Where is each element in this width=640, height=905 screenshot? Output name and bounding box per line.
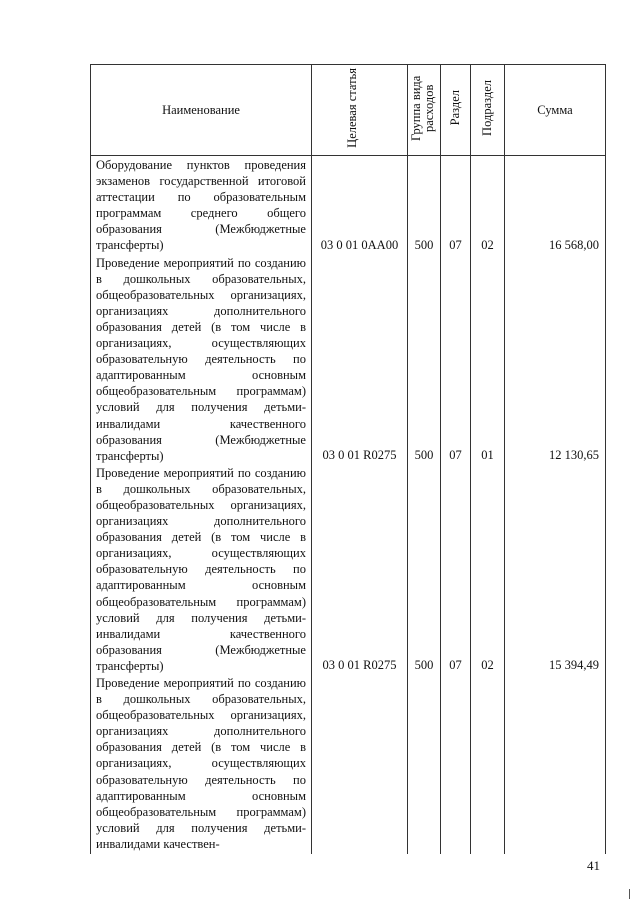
row-amount: 16 568,00 [505,156,606,254]
row-expense-group: 500 [408,156,441,254]
row-name: Проведение мероприятий по созданию в дошкольных образовательных, общеобразовательных организациях, организациях дополнительного образования детей (в том числе в организациях, осуществляющих образовательную деятельность по адаптированным основным общеобразовательным программам) условий для получения детьми-инвалидами качественного образования (Межбюджетные трансферты) [91,254,312,464]
header-name: Наименование [91,65,312,156]
header-target-article: Целевая статья [312,65,408,156]
row-section: 07 [441,156,471,254]
row-expense-group [408,674,441,854]
row-section: 07 [441,254,471,464]
row-name: Проведение мероприятий по созданию в дошкольных образовательных, общеобразовательных организациях, организациях дополнительного образования детей (в том числе в организациях, осуществляющих образовательную деятельность по адаптированным основным общеобразовательным программам) условий для получения детьми-инвалидами качествен- [91,674,312,854]
row-amount: 15 394,49 [505,464,606,674]
margin-mark [629,889,630,899]
table-row [91,254,606,464]
header-subsection: Подраздел [471,65,505,156]
row-expense-group: 500 [408,464,441,674]
header-section: Раздел [441,65,471,156]
row-amount: 12 130,65 [505,254,606,464]
row-name: Проведение мероприятий по созданию в дошкольных образовательных, общеобразовательных организациях, организациях дополнительного образования детей (в том числе в организациях, осуществляющих образовательную деятельность по адаптированным основным общеобразовательным программам) условий для получения детьми-инвалидами качественного образования (Межбюджетные трансферты) [91,464,312,674]
row-section: 07 [441,464,471,674]
row-target-article: 03 0 01 R0275 [312,464,408,674]
table-row [91,674,606,854]
row-target-article: 03 0 01 0АА00 [312,156,408,254]
row-subsection: 01 [471,254,505,464]
row-target-article: 03 0 01 R0275 [312,254,408,464]
header-expense-group: Группа вида расходов [408,65,441,156]
header-amount: Сумма [505,65,606,156]
budget-table-container [90,64,605,851]
row-subsection: 02 [471,156,505,254]
row-subsection [471,674,505,854]
row-section [441,674,471,854]
row-amount [505,674,606,854]
row-name: Оборудование пунктов проведения экзаменов государственной итоговой аттестации по образовательным программам среднего общего образования (Межбюджетные трансферты) [91,156,312,254]
row-subsection: 02 [471,464,505,674]
budget-table [90,64,606,854]
table-row [91,156,606,254]
page-number: 41 [587,858,600,873]
table-row [91,464,606,674]
table-header-row [91,65,606,156]
row-expense-group: 500 [408,254,441,464]
row-target-article [312,674,408,854]
